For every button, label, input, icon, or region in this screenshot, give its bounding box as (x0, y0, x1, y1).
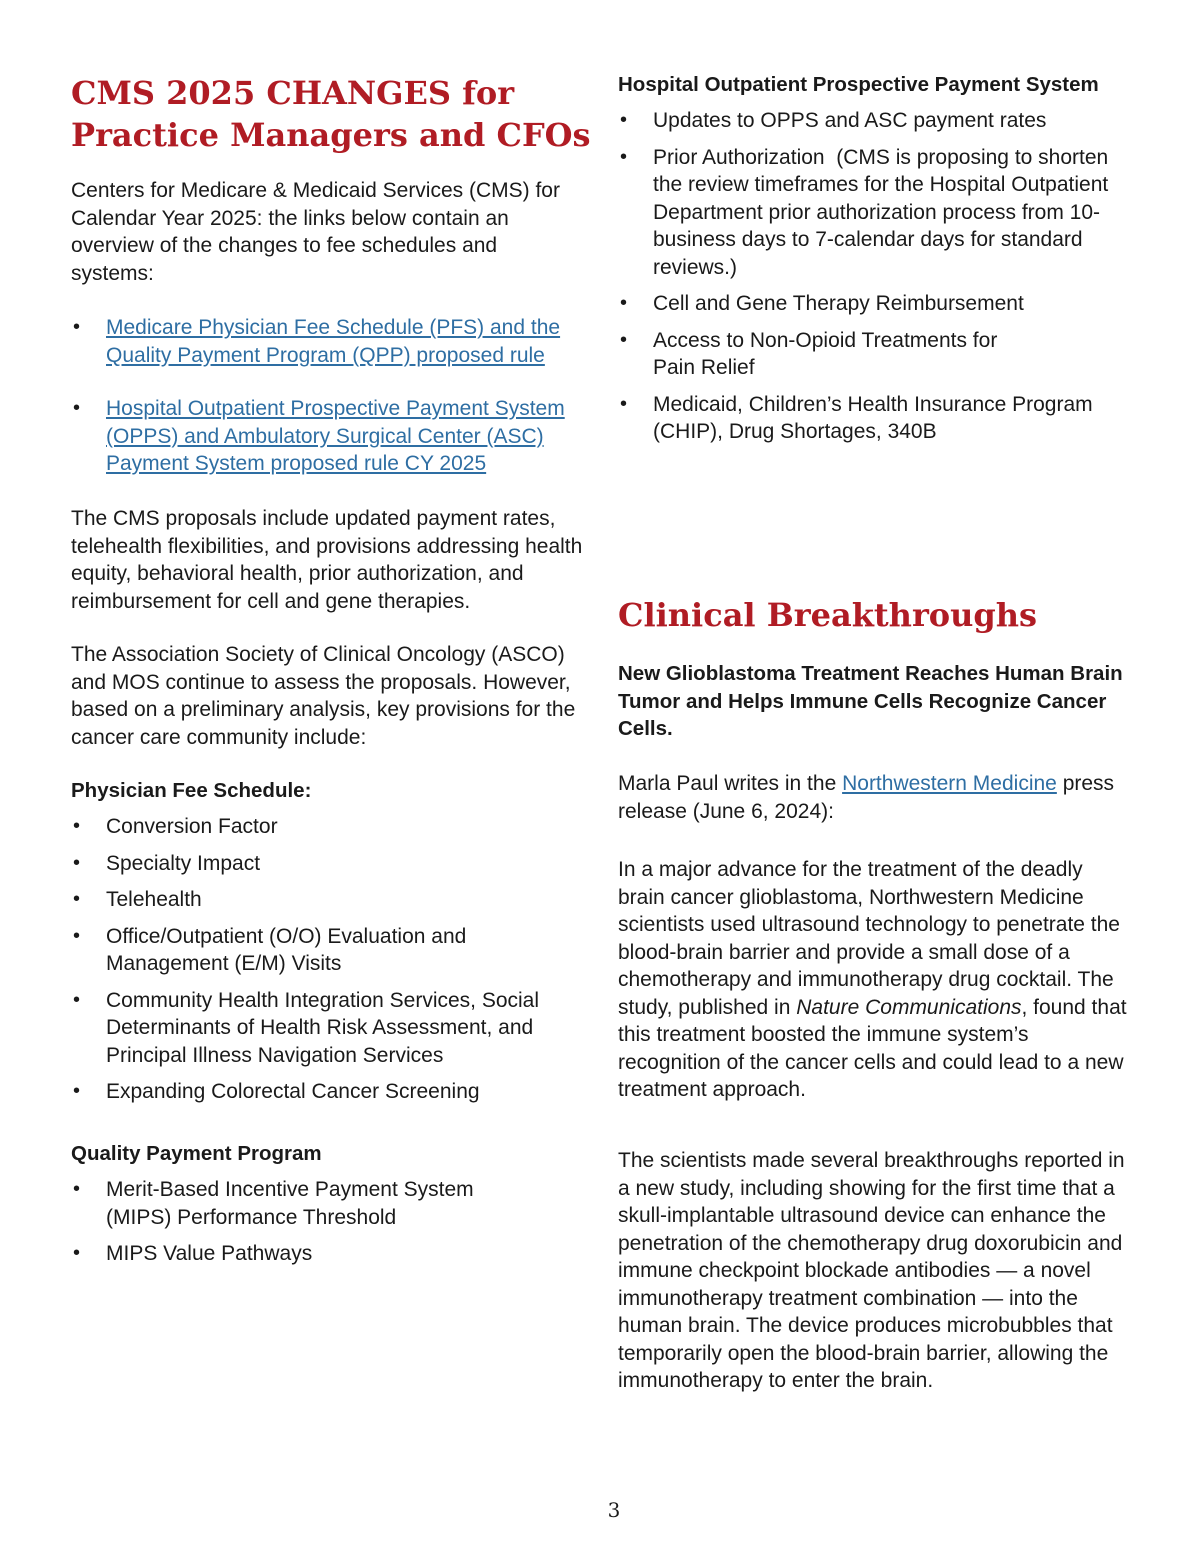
intro-paragraph: Centers for Medicare & Medicaid Services (CMS) for Calendar Year 2025: the links below contain an overview of the changes to fee schedules and systems: (71, 179, 560, 285)
pfs-qpp-link[interactable]: Medicare Physician Fee Schedule (PFS) and the Quality Payment Program (QPP) proposed rule (106, 316, 561, 367)
bullet-icon: • (620, 328, 628, 351)
bullet-icon: • (620, 292, 628, 314)
bullet-icon: • (73, 924, 81, 947)
bullet-icon: • (73, 888, 81, 910)
northwestern-medicine-link[interactable]: Northwestern Medicine (842, 772, 1057, 795)
list-item (71, 886, 586, 914)
bullet-icon: • (620, 392, 628, 415)
pfs-list (71, 813, 586, 1115)
paragraph-text: In a major advance for the treatment of the deadly brain cancer glioblastoma, Northwestern Medicine scientists used ultrasound technology to penetrate the blood-brain barrier and provide a small dose of a chemotherapy and immunotherapy drug cocktail. The study, published in (618, 858, 1120, 1019)
qpp-heading: Quality Payment Program (71, 1142, 322, 1165)
list-item-text: Telehealth (106, 888, 202, 911)
opps-asc-link[interactable]: Hospital Outpatient Prospective Payment System (OPPS) and Ambulatory Surgical Center (ASC) Payment System proposed rule CY 2025 (106, 397, 565, 475)
list-item (618, 144, 1118, 282)
bullet-icon: • (620, 109, 628, 131)
page-title: CMS 2025 CHANGES for Practice Managers and CFOs (71, 74, 591, 154)
bullet-icon: • (73, 1178, 81, 1200)
list-item-text: Community Health Integration Services, Social Determinants of Health Risk Assessment, and Principal Illness Navigation Services (106, 988, 540, 1067)
list-item-text: Medicaid, Children’s Health Insurance Program (CHIP), Drug Shortages, 340B (653, 392, 1093, 443)
list-item (71, 987, 586, 1070)
list-item-text: Conversion Factor (106, 815, 278, 838)
byline-paragraph (618, 770, 1128, 825)
opps-list (618, 107, 1118, 455)
article-paragraph-1 (618, 856, 1133, 1104)
list-item (618, 327, 1033, 382)
list-item-text: Merit-Based Incentive Payment System (MIPS) Performance Threshold (106, 1178, 474, 1229)
byline-text-end: press release (June 6, 2024): (618, 772, 1115, 823)
bullet-icon: • (73, 851, 81, 874)
list-item (71, 1078, 586, 1106)
bullet-icon: • (73, 815, 81, 837)
asco-paragraph: The Association Society of Clinical Oncology (ASCO) and MOS continue to assess the proposals. However, based on a preliminary analysis, key provisions for the cancer care community include: (71, 643, 576, 749)
proposals-paragraph: The CMS proposals include updated payment rates, telehealth flexibilities, and provisions addressing health equity, behavioral health, prior authorization, and reimbursement for cell and gene therapies. (71, 507, 583, 613)
cms-links-list (71, 314, 591, 504)
article-heading: New Glioblastoma Treatment Reaches Human Brain Tumor and Helps Immune Cells Recognize Cancer Cells. (618, 662, 1123, 740)
bullet-icon: • (73, 316, 81, 338)
paragraph-text-end: , found that this treatment boosted the immune system’s recognition of the cancer cells and could lead to a new treatment approach. (618, 995, 1127, 1101)
pfs-heading: Physician Fee Schedule: (71, 779, 312, 802)
list-item (71, 850, 586, 878)
list-item-text: Updates to OPPS and ASC payment rates (653, 109, 1047, 132)
list-item (71, 923, 496, 978)
list-item (618, 290, 1118, 318)
list-item (71, 813, 586, 841)
bullet-icon: • (73, 988, 81, 1011)
section-title: Clinical Breakthroughs (618, 596, 1038, 634)
bullet-icon: • (73, 397, 81, 419)
list-item-text: Prior Authorization (CMS is proposing to shorten the review timeframes for the Hospital Outpatient Department prior authorization process from 10-business days to 7-calendar days for standard reviews.) (653, 145, 1115, 279)
page-number: 3 (607, 1498, 621, 1522)
byline-text: Marla Paul writes in the (618, 772, 843, 795)
list-item (618, 107, 1118, 135)
list-item (618, 391, 1093, 446)
bullet-icon: • (620, 145, 628, 168)
list-item-text: Cell and Gene Therapy Reimbursement (653, 292, 1024, 315)
list-item-text: Expanding Colorectal Cancer Screening (106, 1080, 480, 1103)
list-item-text: Specialty Impact (106, 851, 261, 875)
list-item-text: MIPS Value Pathways (106, 1242, 313, 1265)
bullet-icon: • (73, 1080, 81, 1102)
list-item-text: Access to Non-Opioid Treatments for Pain Relief (653, 328, 998, 379)
list-item (71, 314, 591, 369)
list-item (71, 395, 591, 478)
bullet-icon: • (73, 1242, 81, 1264)
article-paragraph-2: The scientists made several breakthroughs reported in a new study, including showing for the first time that a skull-implantable ultrasound device can enhance the penetration of the chemotherapy drug doxorubicin and immune checkpoint blockade antibodies — a novel immunotherapy treatment combination — into the human brain. The device produces microbubbles that temporarily open the blood-brain barrier, allowing the immunotherapy to enter the brain. (618, 1149, 1125, 1392)
list-item-text: Office/Outpatient (O/O) Evaluation and Management (E/M) Visits (106, 924, 467, 975)
opps-heading: Hospital Outpatient Prospective Payment System (618, 73, 1099, 96)
list-item (71, 1240, 521, 1268)
journal-name: Nature Communications (796, 995, 1022, 1019)
qpp-list (71, 1176, 521, 1277)
list-item (71, 1176, 521, 1231)
